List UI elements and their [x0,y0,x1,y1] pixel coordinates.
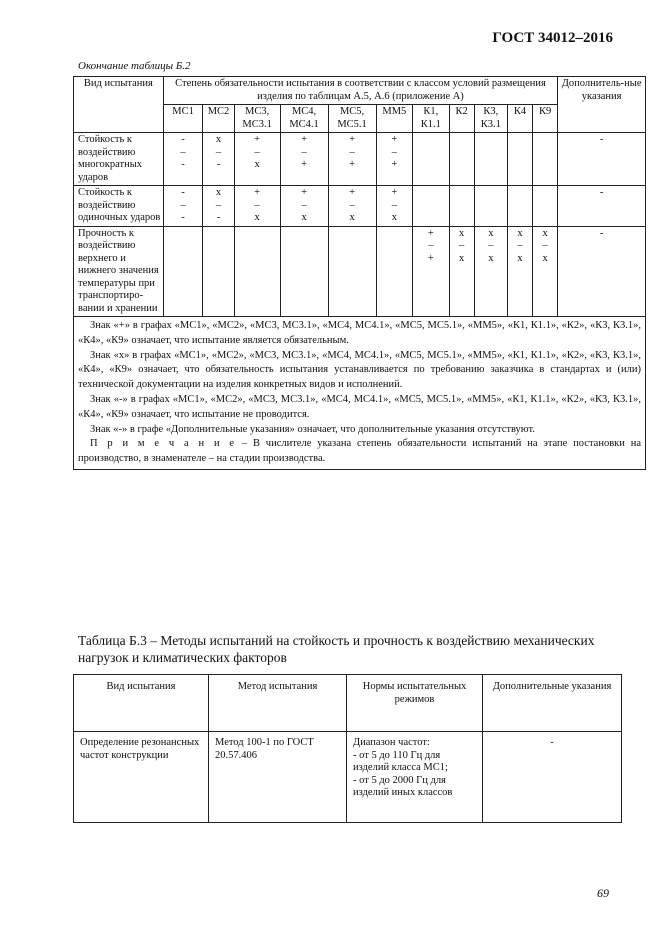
cell-mark: - [216,159,221,170]
header-class: МС2 [203,105,234,133]
cell-mark: – [215,146,222,158]
header-test-type: Вид испытания [74,77,164,133]
cell-mark: – [215,199,222,211]
class-cell [328,133,376,186]
cell-mark: – [301,199,307,211]
cell-mark: – [488,240,494,251]
norms-line: - от 5 до 110 Гц для изделий класса МС1; [353,749,448,773]
class-cell [508,133,533,186]
b3-header-additional: Дополнительные указания [483,675,622,732]
cell-mark: x [517,227,523,239]
header-class: К9 [533,105,558,133]
cell-mark: - [181,134,185,145]
class-cell [376,226,413,317]
class-cell [163,226,203,317]
b3-header-norms: Нормы испытательных режимов [347,675,483,732]
cell-mark: – [391,199,397,211]
table-b2 [73,76,646,470]
class-cell [328,186,376,227]
class-cell [508,186,533,227]
class-cell [449,186,474,227]
class-cell [413,133,450,186]
remark-label: П р и м е ч а н и е [90,438,237,450]
cell-mark: + [427,252,434,264]
cell-mark: x [215,134,222,145]
norms-line: Диапазон частот: [353,737,430,748]
class-cell [234,186,280,227]
table-row [74,226,646,317]
b3-cell-norms [347,732,483,823]
row-label: Стойкость к воздействию многократных ударов [74,133,164,186]
table-b3 [73,674,622,823]
cell-mark: x [542,227,548,239]
cell-mark: x [542,252,548,264]
note-paragraph: Знак «+» в графах «МС1», «МС2», «МС3, МС3.1», «МС4, МС4.1», «МС5, МС5.1», «ММ5», «К1, К1.1», «К2», «К3, К3.1», «К4», «К9» означает, что испытание является обязательным. [78,320,641,346]
class-cell [203,186,234,227]
class-cell [474,133,507,186]
class-cell [533,226,558,317]
cell-mark: – [349,146,355,158]
class-cell [533,133,558,186]
standard-number: ГОСТ 34012–2016 [492,30,613,46]
additional-cell: - [558,133,646,186]
cell-mark: x [349,212,355,223]
header-class: МС1 [163,105,203,133]
class-cell [163,186,203,227]
class-cell [376,133,413,186]
class-cell [474,186,507,227]
row-label: Стойкость к воздействию одиночных ударов [74,186,164,227]
cell-mark: x [254,212,260,223]
cell-mark: + [254,187,261,198]
cell-mark: – [391,146,397,158]
cell-mark: – [459,240,465,251]
cell-mark: + [349,187,356,198]
class-cell [533,186,558,227]
cell-mark: x [391,212,397,223]
b3-cell-additional: - [483,732,622,823]
remark [78,437,641,467]
header-class: МС3, МС3.1 [234,105,280,133]
class-cell [474,226,507,317]
class-cell [280,186,328,227]
table-row [74,133,646,186]
b3-cell-method: Метод 100-1 по ГОСТ 20.57.406 [209,732,347,823]
header-class: К1, К1.1 [413,105,450,133]
cell-mark: + [301,134,308,145]
header-class: МС5, МС5.1 [328,105,376,133]
header-class: К4 [508,105,533,133]
note-paragraph: Знак «-» в графе «Дополнительные указания» означает, что дополнительные указания отсутствуют. [90,423,535,435]
note-paragraph: Знак «x» в графах «МС1», «МС2», «МС3, МС3.1», «МС4, МС4.1», «МС5, МС5.1», «ММ5», «К1, К1.1», «К2», «К3, К3.1», «К4», «К9» означает, что обязательность испытания устанавливается по требованию заказчика в стандартах и (или) технической документации на изделия конкретных видов и исполнений. [78,349,641,391]
header-class: К2 [449,105,474,133]
cell-mark: - [181,159,185,170]
b3-cell-type: Определение резонансных частот конструкции [74,732,209,823]
class-cell [328,226,376,317]
cell-mark: + [391,159,398,170]
cell-mark: – [428,240,434,251]
row-label: Прочность к воздействию верхнего и нижнего значения температуры при транспортиро-вании и хранении [74,226,164,317]
cell-mark: – [517,240,523,251]
class-cell [203,226,234,317]
table-continuation-caption: Окончание таблицы Б.2 [78,60,191,72]
cell-mark: x [301,212,307,223]
cell-mark: + [349,134,356,145]
page-number: 69 [597,886,609,900]
class-cell [280,226,328,317]
cell-mark: x [459,227,465,239]
cell-mark: – [180,146,186,158]
cell-mark: - [181,212,185,223]
cell-mark: – [349,199,355,211]
cell-mark: - [181,187,185,198]
cell-mark: + [391,187,398,198]
header-obligation-group: Степень обязательности испытания в соответствии с классом условий размещения изделия по таблицам А.5, А.6 (приложение А) [163,77,558,105]
class-cell [508,226,533,317]
note-paragraph: Знак «-» в графах «МС1», «МС2», «МС3, МС3.1», «МС4, МС4.1», «МС5, МС5.1», «ММ5», «К1, К1.1», «К2», «К3, К3.1», «К4», «К9» означает, что испытание не проводится. [78,393,641,420]
cell-mark: + [301,187,308,198]
cell-mark: x [459,252,465,264]
class-cell [413,186,450,227]
class-cell [203,133,234,186]
header-class: МС4, МС4.1 [280,105,328,133]
cell-mark: x [254,159,260,170]
cell-mark: x [488,227,494,239]
cell-mark: – [254,199,260,211]
cell-mark: – [180,199,186,211]
cell-mark: – [254,146,260,158]
header-class: К3, К3.1 [474,105,507,133]
cell-mark: + [391,134,398,145]
cell-mark: x [517,252,523,264]
b3-header-type: Вид испытания [74,675,209,732]
class-cell [413,226,450,317]
class-cell [449,133,474,186]
norms-line: - от 5 до 2000 Гц для изделий иных классов [353,774,453,798]
cell-mark: x [488,252,494,264]
class-cell [234,226,280,317]
class-cell [163,133,203,186]
class-cell [376,186,413,227]
class-cell [234,133,280,186]
cell-mark: x [215,187,222,198]
table-row [74,186,646,227]
cell-mark: + [301,159,308,170]
class-cell [280,133,328,186]
cell-mark: – [301,146,307,158]
table-notes [74,317,646,470]
remark-text: – В числителе указана степень обязательности испытаний на этапе постановки на производство, в знаменателе – на стадии производства. [78,438,641,465]
additional-cell: - [558,186,646,227]
header-class: ММ5 [376,105,413,133]
table-b3-caption: Таблица Б.3 – Методы испытаний на стойкость и прочность к воздействию механических нагрузок и климатических факторов [78,633,595,665]
cell-mark: + [349,159,356,170]
cell-mark: – [542,240,548,251]
additional-cell: - [558,226,646,317]
header-additional: Дополнитель-ные указания [558,77,646,133]
cell-mark: + [254,134,261,145]
cell-mark: + [427,227,434,239]
cell-mark: - [216,212,221,223]
class-cell [449,226,474,317]
b3-header-method: Метод испытания [209,675,347,732]
